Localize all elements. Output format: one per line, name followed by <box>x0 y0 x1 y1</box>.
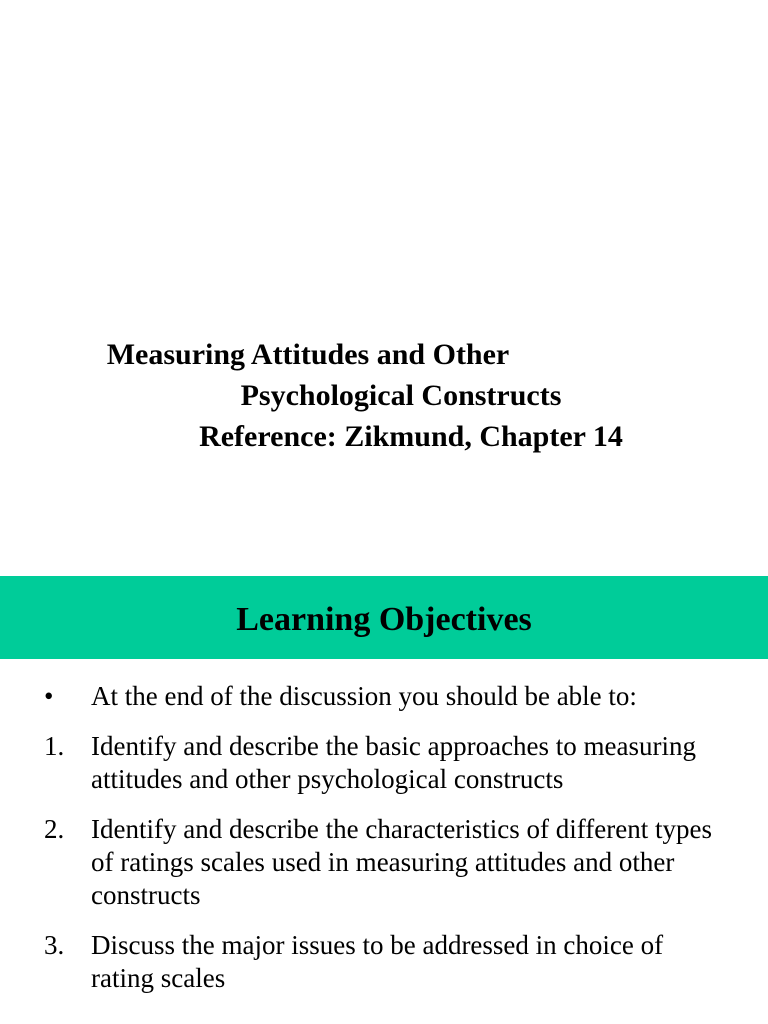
objectives-heading: Learning Objectives <box>236 601 532 638</box>
list-item <box>0 813 768 912</box>
slide-title <box>0 334 768 457</box>
list-item <box>0 730 768 796</box>
number-marker: 2. <box>44 814 65 844</box>
list-item-text: Identify and describe the basic approaches to measuring attitudes and other psychological constructs <box>91 731 697 794</box>
title-line-3: Reference: Zikmund, Chapter 14 <box>199 420 623 453</box>
list-item-text: Discuss the major issues to be addressed in choice of rating scales <box>91 930 664 993</box>
list-item <box>0 929 768 995</box>
list-item-text: At the end of the discussion you should be able to: <box>91 681 637 711</box>
title-line-2: Psychological Constructs <box>240 379 562 412</box>
list-item <box>0 680 768 713</box>
objectives-banner <box>0 576 768 659</box>
list-item-text: Identify and describe the characteristics of different types of ratings scales used in measuring attitudes and other constructs <box>91 814 712 910</box>
number-marker: 3. <box>44 930 65 960</box>
title-line-1: Measuring Attitudes and Other <box>106 338 510 371</box>
number-marker: 1. <box>44 731 65 761</box>
objectives-list <box>0 680 768 1012</box>
bullet-marker: • <box>44 681 54 711</box>
